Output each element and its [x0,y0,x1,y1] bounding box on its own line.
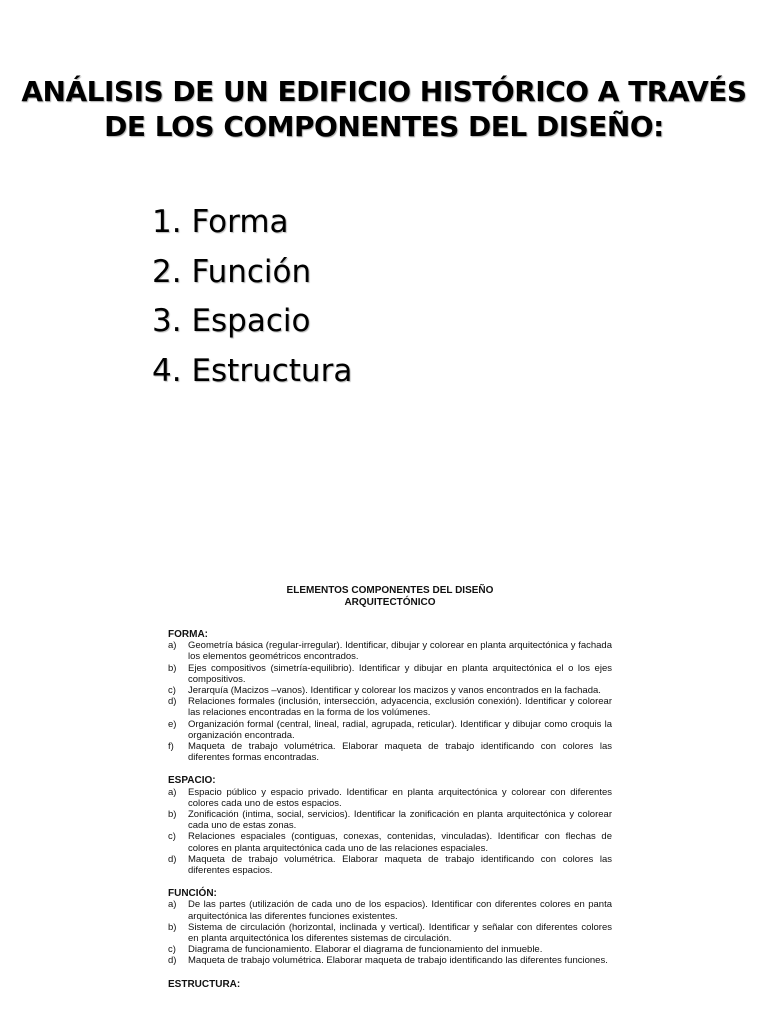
component-label: Estructura [191,352,353,389]
item-label: d) [168,696,177,708]
component-label: Función [191,253,312,290]
document-title-line-1: ELEMENTOS COMPONENTES DEL DISEÑO [286,585,494,596]
section-item [168,640,612,662]
section-item [168,685,612,696]
item-text: Espacio público y espacio privado. Identificar en planta arquitectónica y colorear con diferentes colores cada uno de estos espacios. [188,786,612,809]
item-text: Maqueta de trabajo volumétrica. Elaborar maqueta de trabajo identificando las diferentes funciones. [188,955,608,967]
page-title-line-1: ANÁLISIS DE UN EDIFICIO HISTÓRICO A TRAVÉS [21,75,747,108]
item-text: Zonificación (intima, social, servicios). Identificar la zonificación en planta arquitectónica y colorear cada uno de estas zonas. [188,809,612,832]
item-text: Diagrama de funcionamiento. Elaborar el diagrama de funcionamiento del inmueble. [188,944,543,956]
section-item [168,831,612,853]
section-item [168,922,612,944]
component-number: 3. [152,303,182,339]
item-text: Relaciones formales (inclusión, intersección, adyacencia, exclusión conexión). Identificar y colorear las relaciones encontradas en la forma de los volúmenes. [188,696,612,719]
component-number: 1. [152,204,182,240]
page-title [0,74,768,144]
component-label: Forma [191,204,289,240]
item-text: Maqueta de trabajo volumétrica. Elaborar maqueta de trabajo identificando con colores las diferentes espacios. [188,853,612,877]
page-title-line-2: DE LOS COMPONENTES DEL DISEÑO: [104,110,664,143]
component-number: 2. [152,253,182,290]
item-label: e) [168,718,177,730]
item-label: f) [168,741,174,753]
scanned-document [168,585,612,990]
document-title-line-2: ARQUITECTÓNICO [344,597,436,608]
component-list-item [152,248,352,298]
component-list-item [152,297,352,347]
item-label: b) [168,809,177,821]
item-text: Jerarquía (Macizos –vanos). Identificar y colorear los macizos y vanos encontrados en la fachada. [188,685,601,697]
item-text: Sistema de circulación (horizontal, inclinada y vertical). Identificar y señalar con diferentes colores en planta arquitectónica los diferentes sistemas de circulación. [188,921,612,945]
item-label: c) [168,944,176,956]
section-item [168,741,612,763]
component-list-item [152,347,352,397]
document-sections [168,629,612,990]
section-item [168,955,612,966]
section-heading: FORMA: [168,629,208,640]
section-item [168,719,612,741]
section-heading: ESPACIO: [168,775,216,787]
item-label: d) [168,853,177,865]
section-heading: ESTRUCTURA: [168,978,241,990]
item-text: De las partes (utilización de cada uno de los espacios). Identificar con diferentes colores en panta arquitectónica las diferentes funciones existentes. [188,899,612,922]
item-label: a) [168,640,177,652]
item-label: a) [168,786,177,798]
item-label: c) [168,831,176,843]
component-list-item [152,198,352,248]
section-item [168,696,612,718]
item-text: Relaciones espaciales (contiguas, conexas, contenidas, vinculadas). Identificar con flechas de colores en planta arquitectónica cada uno de las relaciones espaciales. [188,831,612,854]
item-text: Organización formal (central, lineal, radial, agrupada, reticular). Identificar y dibujar como croquis la organización encontrada. [188,718,612,741]
item-label: b) [168,662,177,674]
component-label: Espacio [191,303,311,339]
section-item [168,899,612,921]
item-text: Ejes compositivos (simetría-equilibrio). Identificar y dibujar en planta arquitectónica el o los ejes compositivos. [188,662,612,685]
section-item [168,663,612,685]
item-label: d) [168,955,177,967]
section-item [168,787,612,809]
design-components-list [152,198,352,396]
document-title [168,585,612,609]
item-label: a) [168,899,177,911]
item-label: c) [168,685,176,697]
item-text: Geometría básica (regular-irregular). Identificar, dibujar y colorear en planta arquitectónica y fachada los elementos geométricos encontrados. [188,640,612,663]
component-number: 4. [152,352,182,389]
section-item [168,809,612,831]
section-item [168,944,612,955]
section-item [168,854,612,876]
item-label: b) [168,921,177,933]
item-text: Maqueta de trabajo volumétrica. Elaborar maqueta de trabajo identificando con colores las diferentes formas encontradas. [188,741,612,764]
section-heading: FUNCIÓN: [168,888,217,900]
